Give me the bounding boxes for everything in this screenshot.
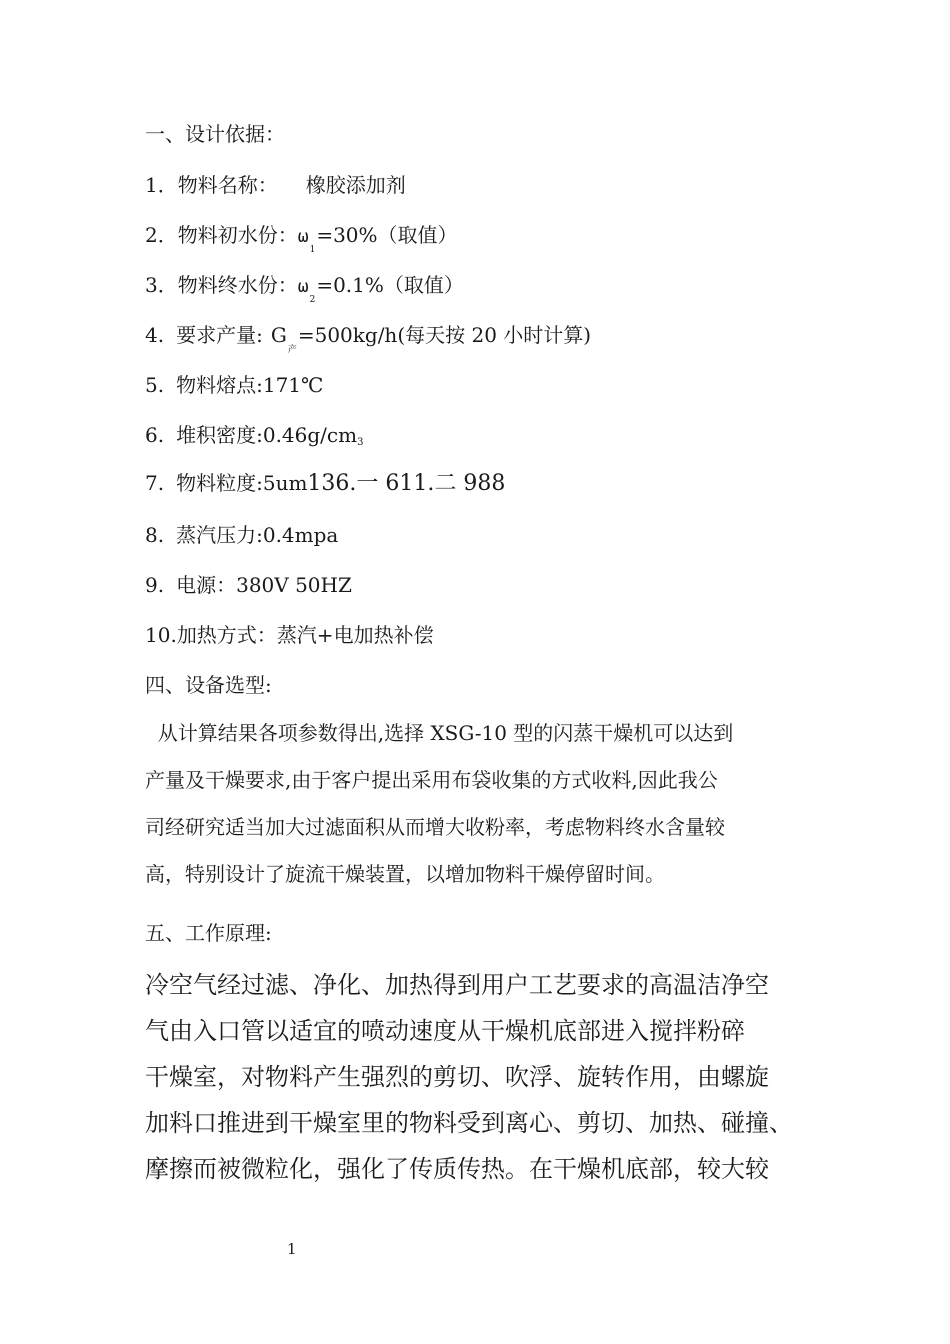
item-label: 堆积密度: [176, 423, 263, 447]
superscript: 3 [357, 437, 364, 448]
item-value: 蒸汽+电加热补偿 [276, 623, 434, 647]
item-number: 3． [145, 273, 178, 297]
item-value: 5um [262, 471, 308, 495]
item-label: 要求产量: [176, 323, 263, 347]
item-7 [145, 471, 505, 496]
paragraph-line: 高，特别设计了旋流干燥装置，以增加物料干燥停留时间。 [145, 862, 665, 886]
item-9 [145, 573, 352, 597]
item-2 [145, 223, 458, 255]
item-number: 2． [145, 223, 178, 247]
heading-working-principle: 五、工作原理: [145, 921, 272, 945]
item-label: 物料终水份： [177, 273, 298, 297]
item-4 [145, 323, 592, 355]
item-10 [145, 623, 434, 647]
item-number: 9. [145, 573, 165, 597]
subscript: 2 [309, 295, 316, 305]
paragraph-line: 产量及干燥要求,由于客户提出采用布袋收集的方式收料,因此我公 [145, 768, 718, 792]
item-6 [145, 423, 363, 452]
item-number: 10. [145, 623, 177, 647]
paragraph-line: 干燥室，对物料产生强烈的剪切、吹浮、旋转作用，由螺旋 [145, 1063, 769, 1091]
item-value: =500kg/h(每天按 20 小时计算) [297, 323, 592, 347]
paragraph-line: 气由入口管以适宜的喷动速度从干燥机底部进入搅拌粉碎 [145, 1017, 745, 1045]
item-value: 0.46g/cm [262, 423, 358, 447]
item-number: 6. [145, 423, 165, 447]
page-number: 1 [287, 1240, 297, 1258]
item-value: 171℃ [262, 373, 324, 397]
g-symbol: G [270, 323, 287, 347]
item-number: 1． [145, 173, 178, 197]
item-label: 物料粒度: [176, 471, 263, 495]
item-value: 橡胶添加剂 [305, 173, 406, 197]
item-extra-text: 136.一 611.二 988 [307, 471, 506, 496]
item-8 [145, 523, 338, 547]
item-3 [145, 273, 464, 305]
item-5 [145, 373, 323, 397]
item-number: 4. [145, 323, 165, 347]
item-number: 7. [145, 471, 165, 495]
subscript: 1 [309, 245, 316, 255]
item-value: 0.4mpa [262, 523, 339, 547]
section4-paragraph [145, 710, 810, 898]
heading-design-basis: 一、设计依据： [145, 122, 285, 146]
item-number: 8. [145, 523, 165, 547]
item-value: =30%（取值） [316, 223, 458, 247]
item-label: 物料名称： [177, 173, 278, 197]
item-label: 物料熔点: [176, 373, 263, 397]
item-1 [145, 173, 406, 197]
paragraph-line: 冷空气经过滤、净化、加热得到用户工艺要求的高温洁净空 [145, 971, 769, 999]
item-label: 电源： [176, 573, 237, 597]
item-label: 蒸汽压力: [176, 523, 263, 547]
subscript: 产 [287, 345, 297, 355]
paragraph-line: 摩擦而被微粒化，强化了传质传热。在干燥机底部，较大较 [145, 1155, 769, 1183]
omega-symbol: ω [297, 226, 309, 247]
heading-equipment-selection: 四、设备选型: [145, 673, 272, 697]
paragraph-line: 加料口推进到干燥室里的物料受到离心、剪切、加热、碰撞、 [145, 1109, 793, 1137]
item-value: 380V 50HZ [236, 573, 352, 597]
item-label: 物料初水份： [177, 223, 298, 247]
item-number: 5. [145, 373, 165, 397]
omega-symbol: ω [297, 276, 309, 297]
paragraph-line: 从计算结果各项参数得出,选择 XSG-10 型的闪蒸干燥机可以达到 [145, 721, 734, 745]
paragraph-line: 司经研究适当加大过滤面积从而增大收粉率，考虑物料终水含量较 [145, 815, 725, 839]
item-value: =0.1%（取值） [316, 273, 464, 297]
section5-paragraph [145, 962, 810, 1192]
item-label: 加热方式： [176, 623, 277, 647]
